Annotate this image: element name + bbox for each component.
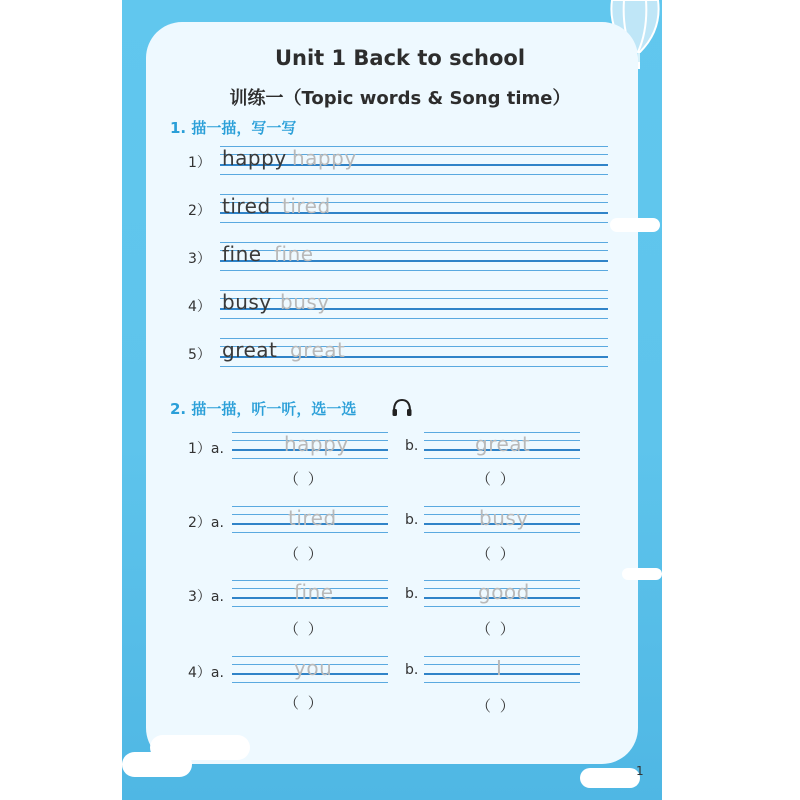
word-example: busy	[222, 290, 272, 314]
option-b-label: b.	[405, 438, 419, 454]
word-example: tired	[222, 194, 271, 218]
answer-blank-a[interactable]: （ ）	[284, 470, 325, 488]
word-trace: fine	[274, 242, 314, 266]
headphones-icon[interactable]	[391, 397, 413, 417]
option-a-trace: happy	[284, 432, 349, 456]
writing-lines	[220, 338, 608, 370]
writing-lines	[220, 194, 608, 226]
section1-heading: 1. 描一描，写一写	[170, 119, 297, 137]
answer-blank-a[interactable]: （ ）	[284, 545, 325, 563]
item-number: 3）	[188, 251, 211, 267]
answer-blank-b[interactable]: （ ）	[476, 545, 517, 563]
word-trace: happy	[292, 146, 357, 170]
item-number: 4）	[188, 299, 211, 315]
page-number: 1	[636, 764, 644, 778]
answer-blank-a[interactable]: （ ）	[284, 694, 325, 712]
word-example: happy	[222, 146, 287, 170]
answer-blank-b[interactable]: （ ）	[476, 697, 517, 715]
answer-blank-b[interactable]: （ ）	[476, 470, 517, 488]
option-b-label: b.	[405, 586, 419, 602]
option-a-trace: you	[294, 656, 333, 680]
writing-lines	[220, 290, 608, 322]
subtitle: 训练一（Topic words & Song time）	[229, 88, 571, 109]
answer-blank-a[interactable]: （ ）	[284, 620, 325, 638]
word-trace: great	[290, 338, 346, 362]
option-b-label: b.	[405, 662, 419, 678]
item-number: 3）a.	[188, 589, 224, 605]
item-number: 1）	[188, 155, 211, 171]
option-a-trace: fine	[294, 580, 334, 604]
unit-title: Unit 1 Back to school	[274, 46, 526, 70]
option-b-trace: busy	[479, 506, 529, 530]
option-b-trace: great	[475, 432, 531, 456]
option-a-trace: tired	[288, 506, 337, 530]
cloud-decoration	[622, 568, 662, 580]
option-b-trace: I	[496, 656, 503, 680]
section2-heading: 2. 描一描，听一听，选一选	[170, 400, 357, 418]
word-example: great	[222, 338, 278, 362]
item-number: 2）a.	[188, 515, 224, 531]
word-trace: tired	[282, 194, 331, 218]
option-b-label: b.	[405, 512, 419, 528]
item-number: 5）	[188, 347, 211, 363]
cloud-decoration	[610, 218, 660, 232]
item-number: 2）	[188, 203, 211, 219]
item-number: 4）a.	[188, 665, 224, 681]
word-example: fine	[222, 242, 262, 266]
answer-blank-b[interactable]: （ ）	[476, 620, 517, 638]
cloud-decoration	[580, 768, 640, 788]
cloud-decoration	[122, 752, 192, 777]
option-b-trace: good	[478, 580, 530, 604]
word-trace: busy	[280, 290, 330, 314]
item-number: 1）a.	[188, 441, 224, 457]
